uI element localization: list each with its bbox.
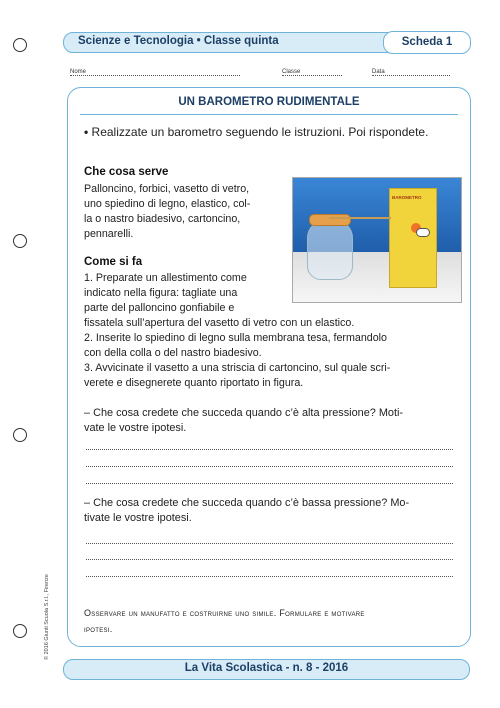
text-line: con della colla o del nastro biadesivo. <box>84 347 262 359</box>
objective-line: ipotesi. <box>84 624 113 634</box>
text-line: la o nastro biadesivo, cartoncino, <box>84 213 241 225</box>
learning-objective <box>84 605 464 637</box>
question-line: tivate le vostre ipotesi. <box>84 512 192 524</box>
worksheet-title: UN BAROMETRO RUDIMENTALE <box>178 96 360 108</box>
text-line: indicato nella figura: tagliate una <box>84 287 238 299</box>
subject-title: Scienze e Tecnologia • Classe quinta <box>78 35 279 47</box>
answer-line[interactable] <box>86 483 453 484</box>
question-low-pressure <box>84 496 466 526</box>
question-line: – Che cosa credete che succeda quando c’è alta pressione? Moti- <box>84 407 404 419</box>
binder-hole <box>13 234 27 248</box>
text-line: uno spiedino di legno, elastico, col- <box>84 198 251 210</box>
header-bar <box>63 32 470 53</box>
instructions-text: Realizzate un barometro seguendo le istruzioni. Poi rispondete. <box>91 125 429 139</box>
card-label: BAROMETRO <box>392 195 422 200</box>
worksheet-box <box>67 87 471 647</box>
copyright-notice: © 2016 Giunti Scuola S.r.l., Firenze <box>44 574 50 660</box>
section-heading-procedure: Come si fa <box>84 256 143 268</box>
footer-text: La Vita Scolastica - n. 8 - 2016 <box>184 662 349 674</box>
worksheet-tab: Scheda 1 <box>383 31 471 54</box>
title-underline <box>80 114 458 115</box>
footer-bar <box>63 659 470 680</box>
balloon-membrane <box>309 214 351 226</box>
cloud-icon <box>416 228 430 237</box>
text-line: Palloncino, forbici, vasetto di vetro, <box>84 183 250 195</box>
bullet: • <box>84 125 89 139</box>
instructions <box>84 124 464 141</box>
text-line: fissatela sull’apertura del vasetto di vetro con un elastico. <box>84 317 355 329</box>
name-field[interactable] <box>70 69 240 76</box>
date-label: Data <box>372 69 385 75</box>
answer-line[interactable] <box>86 543 453 544</box>
text-line: verete e disegnerete quanto riportato in figura. <box>84 377 304 389</box>
text-line: pennarelli. <box>84 228 134 240</box>
answer-line[interactable] <box>86 466 453 467</box>
class-field[interactable] <box>282 69 342 76</box>
binder-hole <box>13 38 27 52</box>
question-line: vate le vostre ipotesi. <box>84 422 187 434</box>
text-line: parte del palloncino gonfiabile e <box>84 302 235 314</box>
procedure-text <box>84 271 466 391</box>
binder-hole <box>13 624 27 638</box>
wooden-skewer <box>329 217 391 219</box>
question-high-pressure <box>84 406 466 436</box>
date-field[interactable] <box>372 69 450 76</box>
answer-line[interactable] <box>86 449 453 450</box>
question-line: – Che cosa credete che succeda quando c’è bassa pressione? Mo- <box>84 497 410 509</box>
text-line: 1. Preparate un allestimento come <box>84 272 247 284</box>
name-label: Nome <box>70 69 87 75</box>
text-line: 3. Avvicinate il vasetto a una striscia di cartoncino, sul quale scri- <box>84 362 391 374</box>
answer-line[interactable] <box>86 559 453 560</box>
objective-line: Osservare un manufatto e costruirne uno simile. Formulare e motivare <box>84 608 365 618</box>
binder-hole <box>13 428 27 442</box>
class-label: Classe <box>282 69 301 75</box>
section-heading-materials: Che cosa serve <box>84 166 169 178</box>
text-line: 2. Inserite lo spiedino di legno sulla membrana tesa, fermandolo <box>84 332 387 344</box>
materials-text <box>84 182 250 242</box>
answer-line[interactable] <box>86 576 453 577</box>
